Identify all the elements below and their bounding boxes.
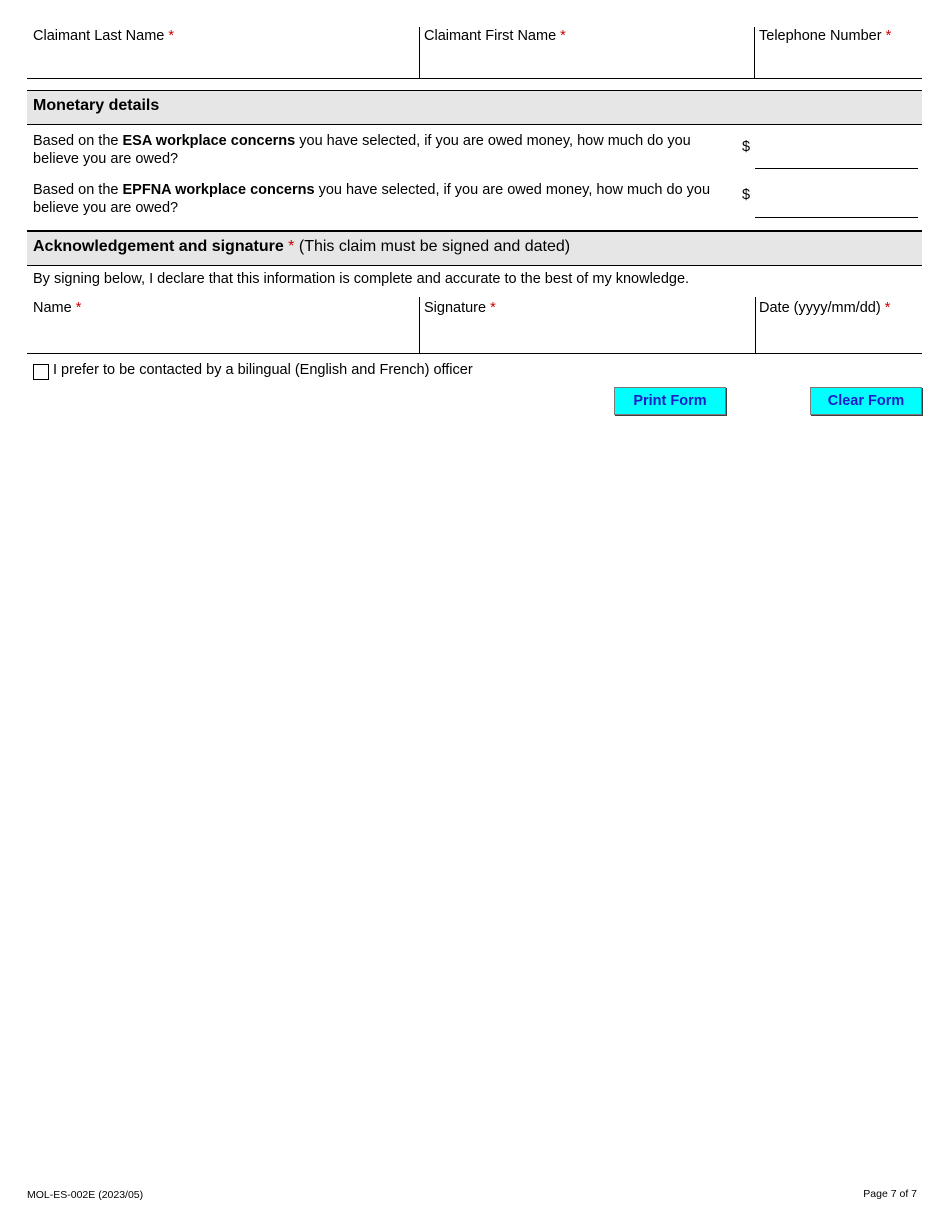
esa-currency-symbol: $ xyxy=(742,139,751,155)
row-rule xyxy=(27,353,922,354)
acknowledgement-section-header xyxy=(27,230,922,266)
required-marker: * xyxy=(168,28,175,44)
monetary-section-header xyxy=(27,90,922,125)
required-marker: * xyxy=(490,300,496,316)
required-marker: * xyxy=(884,300,891,316)
required-marker: * xyxy=(75,300,82,316)
field-divider xyxy=(419,297,420,353)
claimant-last-name-label: Claimant Last Name * xyxy=(33,28,175,44)
esa-amount-underline xyxy=(755,168,918,169)
signer-name-label: Name * xyxy=(33,300,82,316)
monetary-heading: Monetary details xyxy=(33,97,160,114)
row-rule xyxy=(27,78,922,79)
signature-input[interactable] xyxy=(422,324,758,350)
date-label: Date (yyyy/mm/dd) * xyxy=(759,300,891,316)
field-divider xyxy=(754,27,755,78)
form-identifier: MOL-ES-002E (2023/05) xyxy=(27,1189,144,1201)
field-divider xyxy=(755,297,756,353)
claimant-last-name-input[interactable] xyxy=(30,52,422,76)
claimant-first-name-label: Claimant First Name * xyxy=(424,28,566,44)
acknowledgement-heading: Acknowledgement and signature * (This claim must be signed and dated) xyxy=(33,238,571,255)
clear-form-button[interactable]: Clear Form xyxy=(810,387,922,415)
epfna-amount-underline xyxy=(755,217,918,218)
required-marker: * xyxy=(560,28,566,44)
epfna-currency-symbol: $ xyxy=(742,187,751,203)
signer-name-input[interactable] xyxy=(30,324,422,350)
telephone-label: Telephone Number * xyxy=(759,28,892,44)
page-number: Page 7 of 7 xyxy=(863,1188,917,1200)
print-form-button[interactable]: Print Form xyxy=(614,387,726,415)
required-marker: * xyxy=(288,238,295,255)
declaration-text: By signing below, I declare that this information is complete and accurate to the best of my knowledge. xyxy=(33,271,690,287)
esa-amount-input[interactable] xyxy=(757,142,917,166)
epfna-amount-input[interactable] xyxy=(757,191,917,215)
bilingual-label: I prefer to be contacted by a bilingual (English and French) officer xyxy=(53,362,473,378)
esa-question: Based on the ESA workplace concerns you have selected, if you are owed money, how much do you believe you are owed? xyxy=(33,133,691,167)
epfna-question: Based on the EPFNA workplace concerns you have selected, if you are owed money, how much do you believe you are owed? xyxy=(33,182,711,216)
date-input[interactable] xyxy=(757,324,925,350)
claimant-first-name-input[interactable] xyxy=(422,52,758,76)
required-marker: * xyxy=(885,28,892,44)
signature-label: Signature * xyxy=(424,300,496,316)
telephone-input[interactable] xyxy=(757,52,925,76)
field-divider xyxy=(419,27,420,78)
bilingual-checkbox[interactable] xyxy=(33,364,49,380)
